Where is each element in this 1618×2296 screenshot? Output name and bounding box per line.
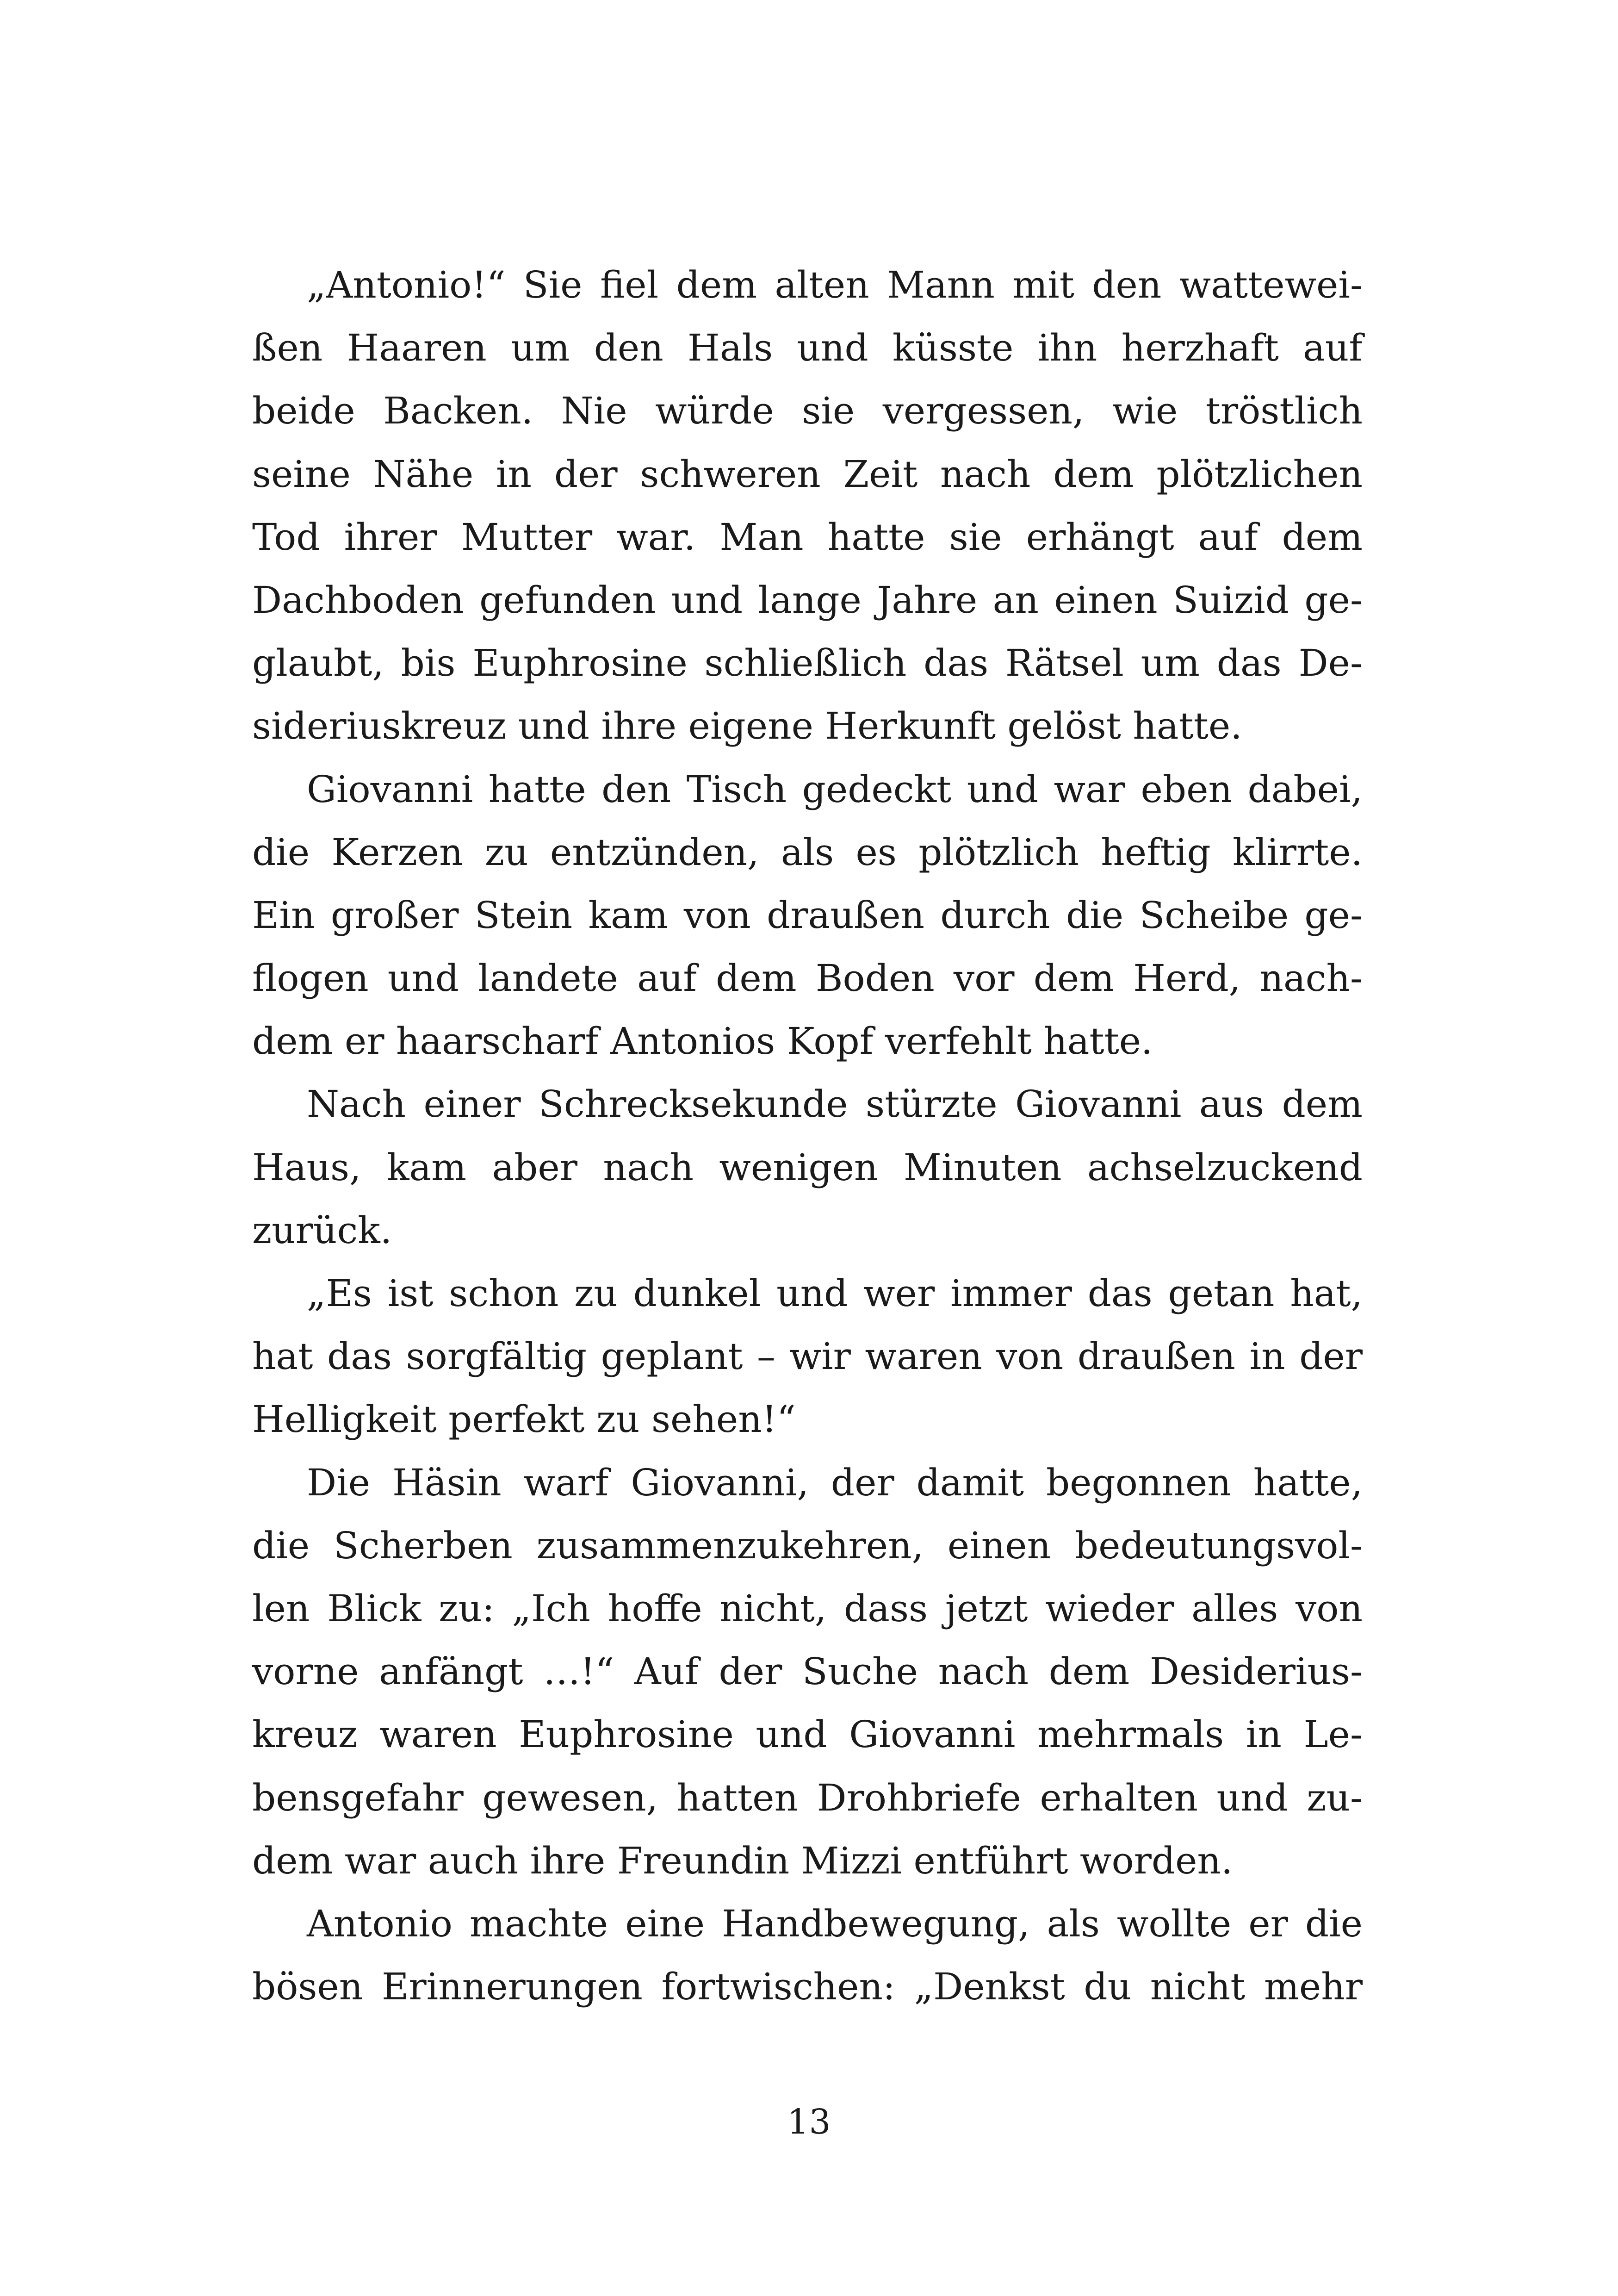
text-line: Tod ihrer Mutter war. Man hatte sie erhängt auf dem <box>252 515 1363 559</box>
text-line: kreuz waren Euphrosine und Giovanni mehrmals in Le- <box>252 1713 1363 1756</box>
page-number: 13 <box>787 2102 831 2142</box>
paragraph-2 <box>252 758 1363 1073</box>
text-line: die Scherben zusammenzukehren, einen bedeutungsvol- <box>252 1524 1363 1567</box>
text-line: sideriuskreuz und ihre eigene Herkunft gelöst hatte. <box>252 704 1242 748</box>
text-line: dem er haarscharf Antonios Kopf verfehlt hatte. <box>252 1020 1153 1063</box>
text-line: Helligkeit perfekt zu sehen!“ <box>252 1398 796 1441</box>
text-line: zurück. <box>252 1208 392 1252</box>
text-line: len Blick zu: „Ich hoffe nicht, dass jetzt wieder alles von <box>252 1587 1363 1630</box>
text-line: „Es ist schon zu dunkel und wer immer das getan hat, <box>307 1272 1363 1315</box>
paragraph-4 <box>252 1262 1363 1451</box>
body-text <box>252 254 1363 2018</box>
paragraph-5 <box>252 1451 1363 1892</box>
text-line: flogen und landete auf dem Boden vor dem Herd, nach- <box>252 957 1363 1000</box>
text-line: seine Nähe in der schweren Zeit nach dem plötzlichen <box>252 452 1363 496</box>
text-line: bensgefahr gewesen, hatten Drohbriefe erhalten und zu- <box>252 1776 1363 1819</box>
paragraph-6 <box>252 1892 1363 2018</box>
text-line: Dachboden gefunden und lange Jahre an einen Suizid ge- <box>252 578 1363 622</box>
text-line: hat das sorgfältig geplant – wir waren von draußen in der <box>252 1335 1363 1378</box>
text-line: die Kerzen zu entzünden, als es plötzlich heftig klirrte. <box>252 830 1363 874</box>
text-line: glaubt, bis Euphrosine schließlich das Rätsel um das De- <box>252 641 1363 685</box>
text-line: Giovanni hatte den Tisch gedeckt und war eben dabei, <box>307 767 1363 811</box>
text-line: dem war auch ihre Freundin Mizzi entführt worden. <box>252 1839 1233 1882</box>
text-line: bösen Erinnerungen fortwischen: „Denkst du nicht mehr <box>252 1965 1363 2009</box>
text-line: beide Backen. Nie würde sie vergessen, wie tröstlich <box>252 389 1363 433</box>
paragraph-3 <box>252 1073 1363 1262</box>
text-line: Ein großer Stein kam von draußen durch die Scheibe ge- <box>252 893 1363 937</box>
text-line: „Antonio!“ Sie fiel dem alten Mann mit den wattewei- <box>307 263 1363 306</box>
text-line: Die Häsin warf Giovanni, der damit begonnen hatte, <box>307 1461 1363 1504</box>
text-line: Antonio machte eine Handbewegung, als wollte er die <box>307 1902 1363 1945</box>
text-line: Haus, kam aber nach wenigen Minuten achselzuckend <box>252 1145 1363 1189</box>
text-line: Nach einer Schrecksekunde stürzte Giovanni aus dem <box>307 1083 1363 1126</box>
text-line: ßen Haaren um den Hals und küsste ihn herzhaft auf <box>252 326 1363 370</box>
paragraph-1 <box>252 254 1363 758</box>
text-line: vorne anfängt …!“ Auf der Suche nach dem Desiderius- <box>252 1650 1363 1693</box>
